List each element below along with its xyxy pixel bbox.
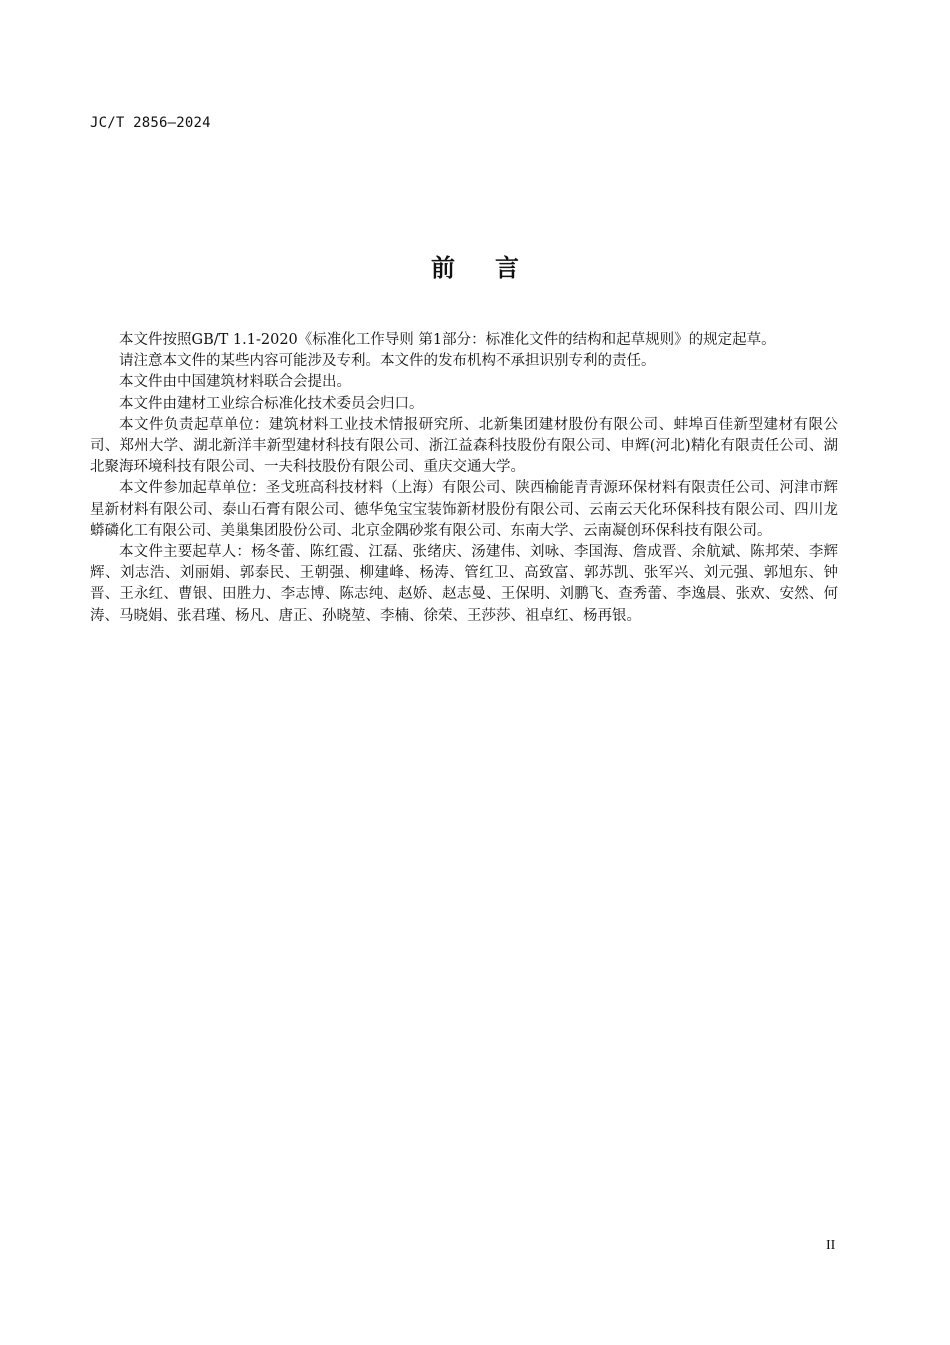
page-number: II xyxy=(826,1238,836,1253)
paragraph-drafting-rules: 本文件按照GB/T 1.1-2020《标准化工作导则 第1部分：标准化文件的结构和起草规则》的规定起草。 xyxy=(119,332,776,348)
paragraph-main-drafters: 本文件主要起草人：杨冬蕾、陈红霞、江磊、张绪庆、汤建伟、刘咏、李国海、詹成晋、余航斌、陈邦荣、李辉辉、刘志浩、刘丽娟、郭泰民、王朝强、柳建峰、杨涛、管红卫、高致富、郭苏凯、张军兴、刘元强、郭旭东、钟晋、王永红、曹银、田胜力、李志博、陈志纯、赵娇、赵志曼、王保明、刘鹏飞、查秀蕾、李逸晨、张欢、安然、何涛、马晓娟、张君瑾、杨凡、唐正、孙晓堃、李楠、徐荣、王莎莎、祖卓红、杨再银。 xyxy=(90,544,838,624)
paragraph-proposer: 本文件由中国建筑材料联合会提出。 xyxy=(119,374,351,391)
paragraph-committee: 本文件由建材工业综合标准化技术委员会归口。 xyxy=(119,395,424,412)
document-code: JC/T 2856—2024 xyxy=(90,115,211,131)
paragraph-patent-notice: 请注意本文件的某些内容可能涉及专利。本文件的发布机构不承担识别专利的责任。 xyxy=(119,353,656,370)
paragraph-participating-drafters: 本文件参加起草单位：圣戈班高科技材料（上海）有限公司、陕西榆能青青源环保材料有限责任公司、河津市辉星新材料有限公司、泰山石膏有限公司、德华兔宝宝装饰新材股份有限公司、云南云天化环保科技有限公司、四川龙蟒磷化工有限公司、美巢集团股份公司、北京金隅砂浆有限公司、东南大学、云南凝创环保科技有限公司。 xyxy=(90,480,838,539)
page-title: 前言 xyxy=(431,254,559,282)
paragraph-responsible-drafters: 本文件负责起草单位：建筑材料工业技术情报研究所、北新集团建材股份有限公司、蚌埠百佳新型建材有限公司、郑州大学、湖北新洋丰新型建材科技有限公司、浙江益森科技股份有限公司、申辉(河北)精化有限责任公司、湖北聚海环境科技有限公司、一夫科技股份有限公司、重庆交通大学。 xyxy=(90,416,838,476)
foreword-body xyxy=(90,330,838,627)
